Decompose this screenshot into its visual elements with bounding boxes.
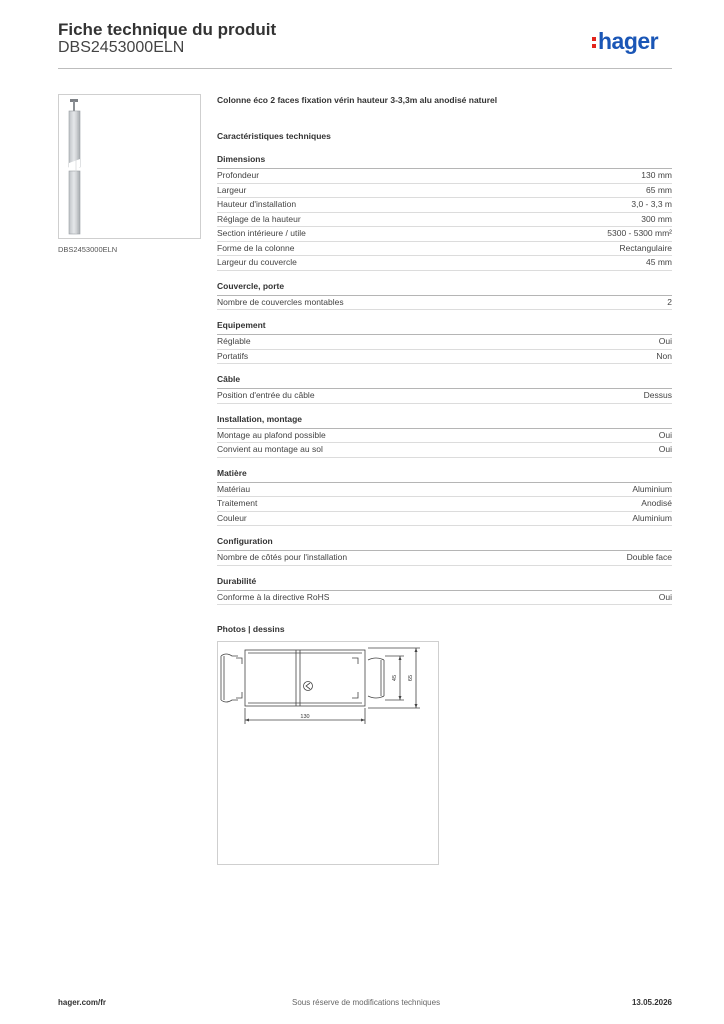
photos-heading: Photos | dessins bbox=[217, 624, 285, 634]
spec-label: Réglable bbox=[217, 336, 251, 346]
product-reference: DBS2453000ELN bbox=[58, 39, 185, 56]
column-product-icon bbox=[59, 95, 200, 238]
spec-label: Largeur bbox=[217, 184, 247, 195]
spec-label: Traitement bbox=[217, 498, 258, 508]
spec-label: Profondeur bbox=[217, 170, 260, 180]
spec-label: Couleur bbox=[217, 512, 247, 523]
spec-value: Oui bbox=[658, 591, 672, 602]
dimension-width-label: 130 bbox=[300, 714, 310, 720]
spec-row bbox=[217, 497, 672, 512]
spec-value: 3,0 - 3,3 m bbox=[631, 199, 672, 209]
spec-value: 65 mm bbox=[646, 184, 672, 195]
page-title: Fiche technique du produit bbox=[58, 20, 277, 39]
spec-row bbox=[217, 429, 672, 444]
spec-label: Position d'entrée du câble bbox=[217, 390, 315, 400]
logo-dots-icon bbox=[592, 35, 597, 49]
section-title: Dimensions bbox=[217, 154, 672, 169]
section-title: Equipement bbox=[217, 320, 672, 335]
spec-row bbox=[217, 551, 672, 566]
spec-content bbox=[217, 95, 672, 634]
spec-label: Nombre de couvercles montables bbox=[217, 296, 344, 307]
spec-value: Aluminium bbox=[632, 512, 672, 523]
dimension-height-label: 65 bbox=[408, 674, 414, 682]
technical-drawing bbox=[217, 641, 439, 865]
spec-label: Forme de la colonne bbox=[217, 242, 295, 253]
spec-value: 2 bbox=[667, 296, 672, 307]
cross-section-drawing-icon bbox=[218, 642, 438, 864]
spec-value: Non bbox=[656, 350, 672, 361]
spec-row bbox=[217, 389, 672, 404]
footer-website: hager.com/fr bbox=[58, 998, 107, 1007]
spec-value: 300 mm bbox=[641, 213, 672, 224]
hager-logo bbox=[592, 28, 658, 55]
spec-row bbox=[217, 213, 672, 228]
spec-row bbox=[217, 350, 672, 365]
spec-row bbox=[217, 227, 672, 242]
spec-value: 5300 - 5300 mm² bbox=[607, 228, 672, 238]
section-title: Couvercle, porte bbox=[217, 281, 672, 296]
footer-date: 13.05.2026 bbox=[631, 998, 672, 1007]
spec-row bbox=[217, 483, 672, 498]
spec-row bbox=[217, 242, 672, 257]
spec-value: Oui bbox=[658, 429, 672, 440]
spec-label: Conforme à la directive RoHS bbox=[217, 591, 330, 602]
specs-heading: Caractéristiques techniques bbox=[217, 131, 331, 141]
spec-row bbox=[217, 169, 672, 184]
spec-value: Double face bbox=[626, 552, 672, 562]
spec-value: Anodisé bbox=[641, 498, 672, 508]
spec-label: Portatifs bbox=[217, 350, 249, 361]
spec-label: Hauteur d'installation bbox=[217, 199, 297, 209]
section-title: Matière bbox=[217, 468, 672, 483]
spec-label: Montage au plafond possible bbox=[217, 429, 326, 440]
spec-row bbox=[217, 591, 672, 606]
section-title: Installation, montage bbox=[217, 414, 672, 429]
product-image bbox=[58, 94, 201, 239]
spec-value: Aluminium bbox=[632, 483, 672, 494]
spec-row bbox=[217, 512, 672, 527]
spec-label: Réglage de la hauteur bbox=[217, 213, 301, 224]
section-title: Câble bbox=[217, 374, 672, 389]
spec-label: Matériau bbox=[217, 483, 251, 494]
logo-text: hager bbox=[598, 28, 659, 54]
spec-value: 130 mm bbox=[641, 170, 672, 180]
spec-value: Oui bbox=[658, 336, 672, 346]
footer-notice: Sous réserve de modifications techniques bbox=[292, 998, 441, 1007]
section-title: Configuration bbox=[217, 536, 672, 551]
spec-label: Nombre de côtés pour l'installation bbox=[217, 552, 348, 562]
spec-label: Convient au montage au sol bbox=[217, 444, 323, 454]
section-title: Durabilité bbox=[217, 576, 672, 591]
spec-value: Oui bbox=[658, 444, 672, 454]
spec-value: Rectangulaire bbox=[619, 242, 672, 253]
spec-label: Largeur du couvercle bbox=[217, 257, 297, 267]
product-description: Colonne éco 2 faces fixation vérin hauteur 3-3,3m alu anodisé naturel bbox=[217, 95, 498, 105]
spec-row bbox=[217, 296, 672, 311]
product-image-caption: DBS2453000ELN bbox=[58, 245, 118, 254]
spec-row bbox=[217, 256, 672, 271]
spec-label: Section intérieure / utile bbox=[217, 228, 306, 238]
spec-row bbox=[217, 198, 672, 213]
header-divider bbox=[58, 68, 672, 69]
dimension-cover-label: 45 bbox=[392, 674, 398, 682]
spec-value: Dessus bbox=[643, 390, 672, 400]
spec-sections bbox=[217, 154, 672, 605]
spec-row bbox=[217, 443, 672, 458]
spec-value: 45 mm bbox=[646, 257, 672, 267]
spec-row bbox=[217, 184, 672, 199]
spec-row bbox=[217, 335, 672, 350]
